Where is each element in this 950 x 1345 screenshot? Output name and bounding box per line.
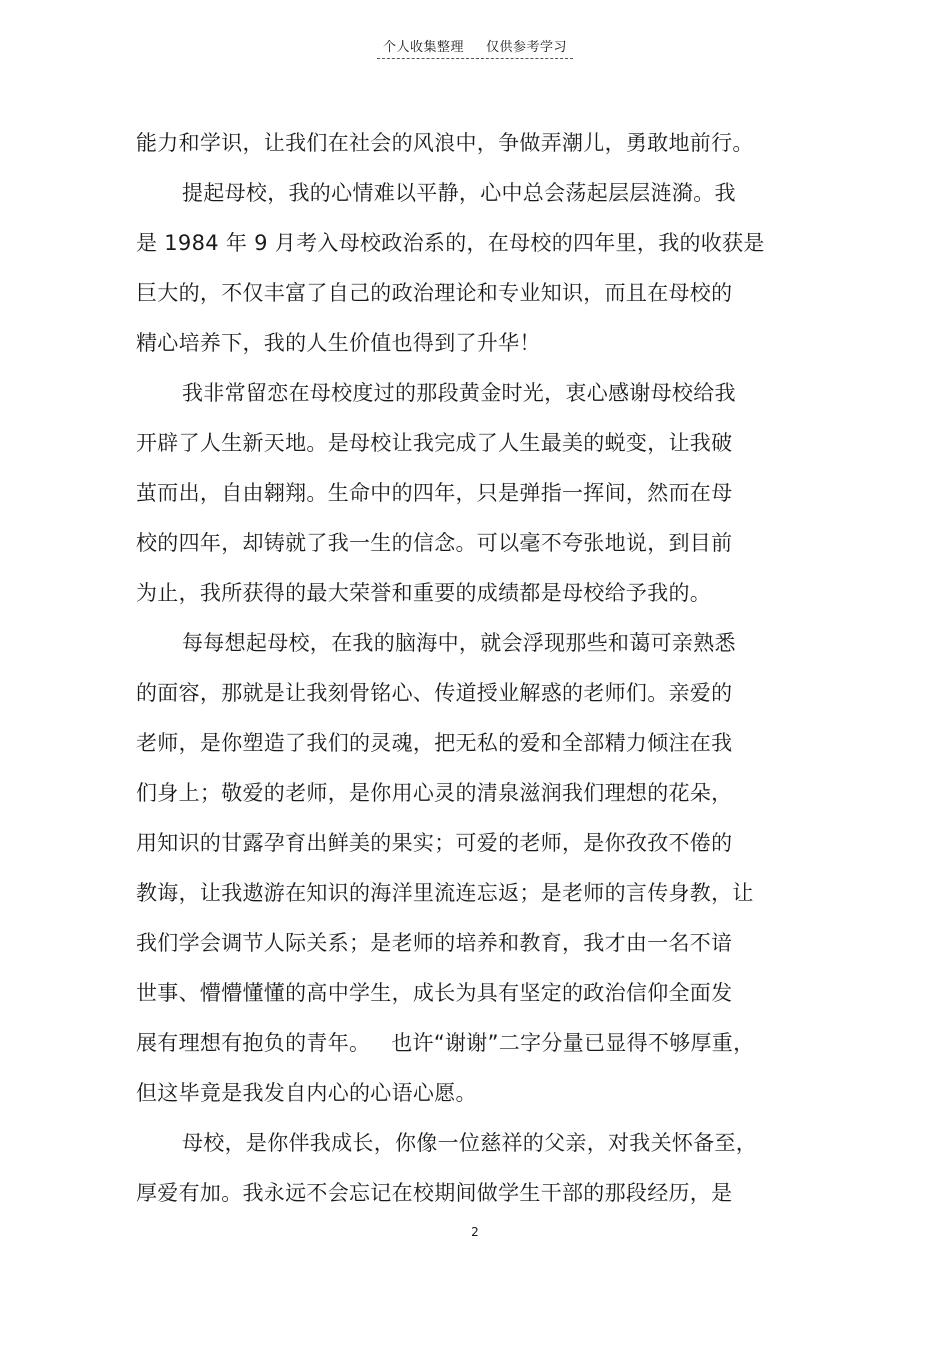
- text-line: 教诲，让我遨游在知识的海洋里流连忘返；是老师的言传身教，让: [136, 881, 754, 905]
- text-line: 我们学会调节人际关系；是老师的培养和教育，我才由一名不谙: [136, 931, 733, 955]
- text-line: 展有理想有抱负的青年。 也许“谢谢”二字分量已显得不够厚重，: [136, 1031, 755, 1055]
- text-line: 茧而出，自由翱翔。生命中的四年，只是弹指一挥间，然而在母: [136, 481, 733, 505]
- text-line: 母校，是你伴我成长，你像一位慈祥的父亲，对我关怀备至，: [182, 1131, 758, 1155]
- document-body: [136, 118, 816, 1218]
- text-line: 厚爱有加。我永远不会忘记在校期间做学生干部的那段经历，是: [136, 1181, 733, 1205]
- text-line: 每每想起母校，在我的脑海中，就会浮现那些和蔼可亲熟悉: [182, 631, 736, 655]
- text-line: 精心培养下，我的人生价值也得到了升华！: [136, 331, 541, 355]
- header-text: [377, 36, 573, 59]
- text-line: 但这毕竟是我发自内心的心语心愿。: [136, 1081, 477, 1105]
- page-header: [0, 36, 950, 59]
- text-line: 校的四年，却铸就了我一生的信念。可以毫不夸张地说，到目前: [136, 531, 733, 555]
- header-right-text: 仅供参考学习: [486, 40, 568, 55]
- text-line: 老师，是你塑造了我们的灵魂，把无私的爱和全部精力倾注在我: [136, 731, 733, 755]
- text-line: 是 1984 年 9 月考入母校政治系的，在母校的四年里，我的收获是: [136, 231, 765, 255]
- page-number: 2: [471, 1225, 479, 1239]
- text-line: 用知识的甘露孕育出鲜美的果实；可爱的老师，是你孜孜不倦的: [136, 831, 733, 855]
- text-line: 提起母校，我的心情难以平静，心中总会荡起层层涟漪。我: [182, 181, 736, 205]
- header-left-text: 个人收集整理: [382, 40, 464, 55]
- text-line: 们身上；敬爱的老师，是你用心灵的清泉滋润我们理想的花朵，: [136, 781, 733, 805]
- text-line: 为止，我所获得的最大荣誉和重要的成绩都是母校给予我的。: [136, 581, 712, 605]
- text-line: 世事、懵懵懂懂的高中学生，成长为具有坚定的政治信仰全面发: [136, 981, 733, 1005]
- text-line: 开辟了人生新天地。是母校让我完成了人生最美的蜕变，让我破: [136, 431, 733, 455]
- text-line: 的面容，那就是让我刻骨铭心、传道授业解惑的老师们。亲爱的: [136, 681, 733, 705]
- text-line: 我非常留恋在母校度过的那段黄金时光，衷心感谢母校给我: [182, 381, 736, 405]
- text-line: 巨大的，不仅丰富了自己的政治理论和专业知识，而且在母校的: [136, 281, 733, 305]
- text-line: 能力和学识，让我们在社会的风浪中，争做弄潮儿，勇敢地前行。: [136, 131, 754, 155]
